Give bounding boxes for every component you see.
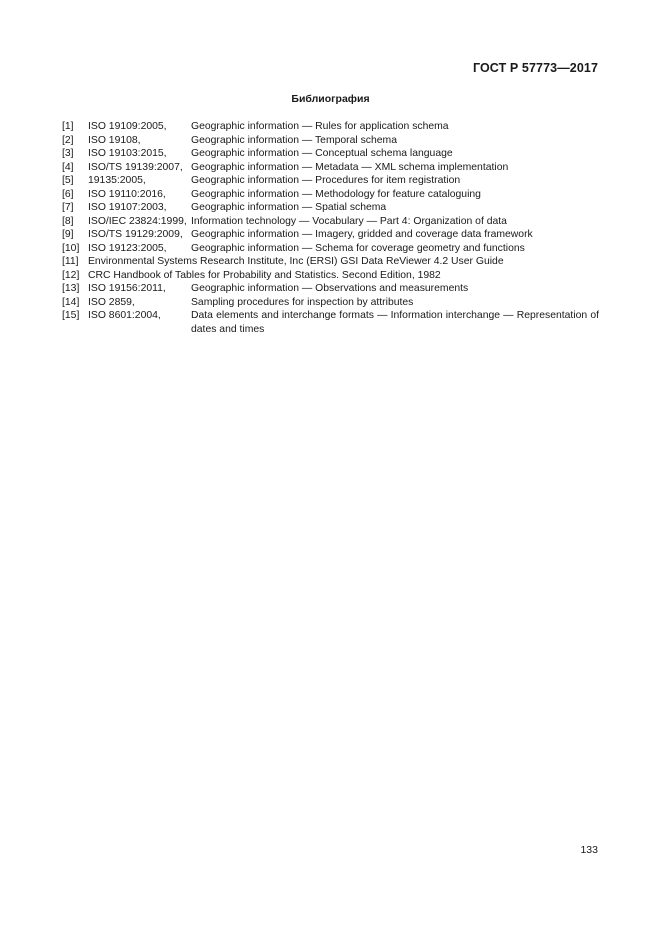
entry-reference: ISO 19109:2005, [88, 121, 167, 132]
entry-title: Information technology — Vocabulary — Part 4: Organization of data [191, 215, 507, 227]
entry-number: [10] [62, 242, 80, 254]
entry-text: CRC Handbook of Tables for Probability and Statistics. Second Edition, 1982 [88, 269, 441, 281]
entry-title: Geographic information — Conceptual schema language [191, 148, 453, 159]
entry-number: [13] [62, 283, 80, 294]
document-code: ГОСТ Р 57773—2017 [472, 61, 598, 75]
entry-text: Environmental Systems Research Institute, Inc (ERSI) GSI Data ReViewer 4.2 User Guide [88, 256, 504, 267]
entry-title: Geographic information — Imagery, gridded and coverage data framework [191, 229, 533, 240]
entry-number: [15] [62, 310, 80, 321]
entry-reference: ISO 19108, [88, 134, 141, 146]
bibliography-entry [62, 134, 599, 148]
entry-title: Geographic information — Temporal schema [191, 134, 397, 146]
bibliography-entry [62, 309, 599, 336]
entry-reference: ISO/TS 19139:2007, [88, 161, 183, 173]
entry-number: [3] [62, 148, 74, 159]
entry-number: [1] [62, 121, 74, 132]
entry-reference: ISO 19103:2015, [88, 148, 167, 159]
entry-number: [8] [62, 215, 74, 227]
entry-title: Data elements and interchange formats — Information interchange — Representation of dates and times [191, 310, 599, 335]
page-number: 133 [580, 844, 598, 856]
entry-reference: 19135:2005, [88, 175, 146, 186]
entry-number: [9] [62, 229, 74, 240]
entry-number: [6] [62, 188, 74, 200]
entry-reference: ISO 19107:2003, [88, 202, 167, 213]
entry-title: Geographic information — Methodology for feature cataloguing [191, 188, 481, 200]
entry-number: [7] [62, 202, 74, 213]
bibliography-entry [62, 242, 599, 256]
bibliography-entry [62, 120, 599, 134]
entry-reference: ISO 19110:2016, [88, 188, 166, 200]
bibliography-entry [62, 188, 599, 202]
entry-title: Geographic information — Procedures for item registration [191, 175, 461, 186]
entry-title: Geographic information — Rules for application schema [191, 121, 449, 132]
bibliography-entry [62, 269, 599, 283]
entry-reference: ISO 2859, [88, 296, 135, 308]
bibliography-entry [62, 174, 599, 188]
entry-reference: ISO 19156:2011, [88, 283, 166, 294]
entry-title: Geographic information — Schema for coverage geometry and functions [191, 242, 525, 254]
entry-title: Geographic information — Spatial schema [191, 202, 387, 213]
bibliography-entry [62, 296, 599, 310]
bibliography-entry [62, 201, 599, 215]
section-title: Библиография [291, 93, 370, 105]
bibliography-entry [62, 147, 599, 161]
entry-number: [12] [62, 269, 80, 281]
bibliography-list [62, 120, 599, 336]
entry-title: Sampling procedures for inspection by attributes [191, 296, 414, 308]
bibliography-entry [62, 161, 599, 175]
bibliography-entry [62, 215, 599, 229]
entry-title: Geographic information — Observations and measurements [191, 283, 469, 294]
entry-reference: ISO/IEC 23824:1999, [88, 215, 187, 227]
bibliography-entry [62, 282, 599, 296]
entry-number: [2] [62, 134, 74, 146]
entry-reference: ISO 19123:2005, [88, 242, 167, 254]
bibliography-entry [62, 228, 599, 242]
entry-number: [14] [62, 296, 80, 308]
entry-number: [11] [62, 256, 79, 267]
entry-number: [5] [62, 175, 74, 186]
entry-reference: ISO 8601:2004, [88, 310, 161, 321]
entry-number: [4] [62, 161, 74, 173]
entry-title: Geographic information — Metadata — XML schema implementation [191, 161, 509, 173]
bibliography-entry [62, 255, 599, 269]
entry-reference: ISO/TS 19129:2009, [88, 229, 183, 240]
